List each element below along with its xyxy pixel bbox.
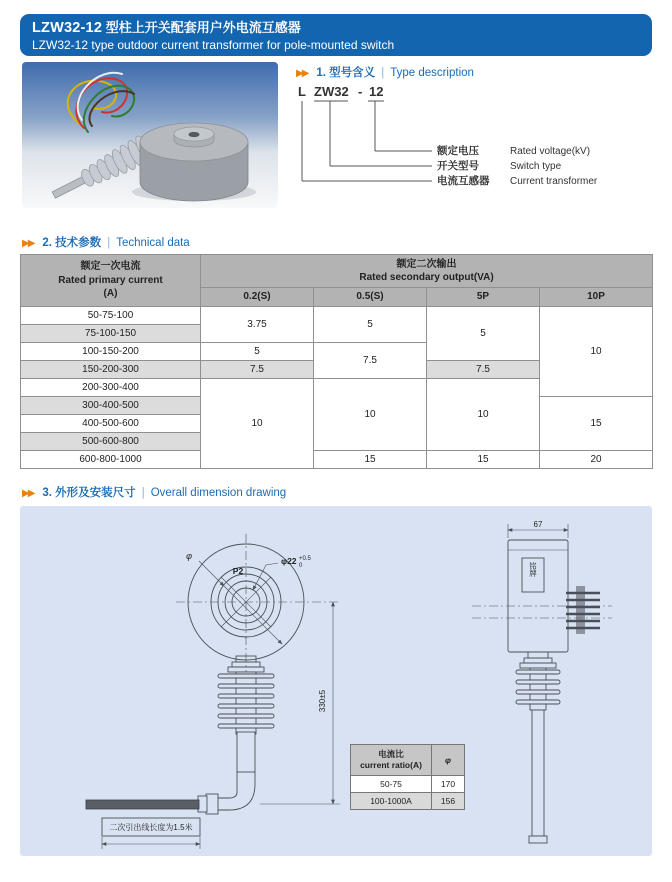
ratio-header-en: current ratio(A) <box>360 760 422 770</box>
secondary-output-header-en: Rated secondary output(VA) <box>359 272 494 283</box>
section-1-title-zh: 1. 型号含义 <box>316 67 376 79</box>
section-2-heading <box>22 234 190 250</box>
side-view-foot <box>529 836 547 843</box>
section-marker-icon: ▶▶ <box>296 68 308 79</box>
primary-current-cell: 100-150-200 <box>21 343 201 361</box>
secondary-output-cell: 10 <box>201 379 314 469</box>
label-current-transformer-zh: 电流互感器 <box>437 175 490 187</box>
current-ratio-table <box>350 744 465 810</box>
secondary-output-cell: 5 <box>314 307 427 343</box>
model-part-dash: - <box>358 84 363 99</box>
ratio-value: 50-75 <box>351 776 432 793</box>
primary-current-header-unit: (A) <box>103 288 118 300</box>
lead-note-text: 二次引出线长度为1.5米 <box>109 823 193 832</box>
secondary-output-cell: 15 <box>314 451 427 469</box>
bore-tolerance-upper: +0.5 <box>299 556 311 562</box>
technical-data-table <box>20 254 653 469</box>
secondary-output-cell: 10 <box>314 379 427 451</box>
phi-leader-line <box>199 561 224 586</box>
phi-value: 170 <box>432 776 465 793</box>
title-en-line: LZW32-12 type outdoor current transformer for pole-mounted switch <box>32 38 395 52</box>
primary-current-cell: 400-500-600 <box>21 415 201 433</box>
section-1-title-en: Type description <box>390 67 474 79</box>
section-1-heading <box>296 64 474 80</box>
secondary-output-cell: 10 <box>540 307 653 397</box>
label-current-transformer-en: Current transformer <box>510 176 598 187</box>
ratio-table-header <box>351 745 432 776</box>
model-part-current-transformer: L <box>298 84 306 99</box>
tech-table-row <box>21 307 653 325</box>
label-rated-voltage-zh: 额定电压 <box>437 145 479 157</box>
model-connector-lines <box>302 101 432 181</box>
subcol-10p: 10P <box>540 288 653 307</box>
ratio-table-phi-header: φ <box>432 745 465 776</box>
bore-tolerance-lower: 0 <box>299 563 303 569</box>
primary-current-header <box>21 255 201 307</box>
height-dimension-label: 330±5 <box>318 689 327 713</box>
secondary-output-cell: 5 <box>201 343 314 361</box>
ratio-row <box>351 793 465 810</box>
front-view <box>86 534 340 849</box>
secondary-output-cell: 20 <box>540 451 653 469</box>
transformer-body <box>140 123 248 201</box>
primary-terminal-fins <box>566 586 600 634</box>
side-view <box>472 520 612 843</box>
primary-current-cell: 50-75-100 <box>21 307 201 325</box>
ratio-row <box>351 776 465 793</box>
primary-current-cell: 500-600-800 <box>21 433 201 451</box>
title-zh-line <box>32 19 640 37</box>
primary-current-header-zh: 额定一次电流 <box>80 261 141 273</box>
secondary-output-cell: 7.5 <box>314 343 427 379</box>
bore-dimension-label: φ22 <box>281 556 297 566</box>
side-view-sheds <box>516 668 560 710</box>
secondary-output-cell: 3.75 <box>201 307 314 343</box>
secondary-output-cell: 5 <box>427 307 540 361</box>
primary-current-cell: 150-200-300 <box>21 361 201 379</box>
type-description-diagram <box>296 84 652 204</box>
label-switch-type-zh: 开关型号 <box>437 160 479 172</box>
model-part-voltage: 12 <box>369 84 384 99</box>
secondary-output-cell: 15 <box>540 397 653 451</box>
secondary-output-header-zh: 额定二次输出 <box>396 258 457 270</box>
model-part-switch-type: ZW32 <box>314 84 349 99</box>
dimension-drawing-panel <box>20 506 652 856</box>
front-view-elbow <box>198 732 255 814</box>
product-photo-illustration <box>22 62 278 208</box>
section-marker-icon: ▶▶ <box>22 488 34 499</box>
side-view-body <box>508 540 568 652</box>
secondary-output-header <box>201 255 653 288</box>
section-2-separator: | <box>107 237 111 249</box>
title-model: LZW32-12 <box>32 20 103 36</box>
front-view-sheds <box>218 672 274 734</box>
nameplate-label: 铭牌 <box>528 562 538 577</box>
secondary-output-cell: 7.5 <box>201 361 314 379</box>
label-switch-type-en: Switch type <box>510 161 562 172</box>
subcol-05s: 0.5(S) <box>314 288 427 307</box>
ratio-value: 100-1000A <box>351 793 432 810</box>
section-2-title-en: Technical data <box>116 237 190 249</box>
secondary-output-cell: 15 <box>427 451 540 469</box>
secondary-output-cell: 7.5 <box>427 361 540 379</box>
section-3-heading <box>22 484 286 500</box>
tech-table-body <box>21 307 653 469</box>
side-view-neck <box>520 652 556 668</box>
tech-table-row <box>21 451 653 469</box>
secondary-lead-cable <box>86 800 199 809</box>
primary-current-cell: 300-400-500 <box>21 397 201 415</box>
product-photo <box>22 62 278 208</box>
p2-terminal-label: P2 <box>232 566 244 576</box>
secondary-output-cell: 10 <box>427 379 540 451</box>
subcol-5p: 5P <box>427 288 540 307</box>
section-1-separator: | <box>381 67 385 79</box>
section-marker-icon: ▶▶ <box>22 238 34 249</box>
ratio-header-zh: 电流比 <box>378 749 404 760</box>
subcol-02s: 0.2(S) <box>201 288 314 307</box>
label-rated-voltage-en: Rated voltage(kV) <box>510 146 591 157</box>
title-zh-rest: 型柱上开关配套用户外电流互感器 <box>105 20 301 35</box>
primary-current-header-en: Rated primary current <box>58 274 163 286</box>
section-3-separator: | <box>141 487 145 499</box>
width-dimension-label: 67 <box>533 520 543 529</box>
section-3-title-en: Overall dimension drawing <box>150 487 287 499</box>
primary-current-cell: 600-800-1000 <box>21 451 201 469</box>
phi-value: 156 <box>432 793 465 810</box>
primary-current-cell: 75-100-150 <box>21 325 201 343</box>
title-bar <box>20 14 652 56</box>
section-3-title-zh: 3. 外形及安装尺寸 <box>42 487 136 499</box>
phi-symbol-label: φ <box>186 551 192 561</box>
section-2-title-zh: 2. 技术参数 <box>42 237 102 249</box>
primary-current-cell: 200-300-400 <box>21 379 201 397</box>
side-view-tube <box>532 710 544 836</box>
